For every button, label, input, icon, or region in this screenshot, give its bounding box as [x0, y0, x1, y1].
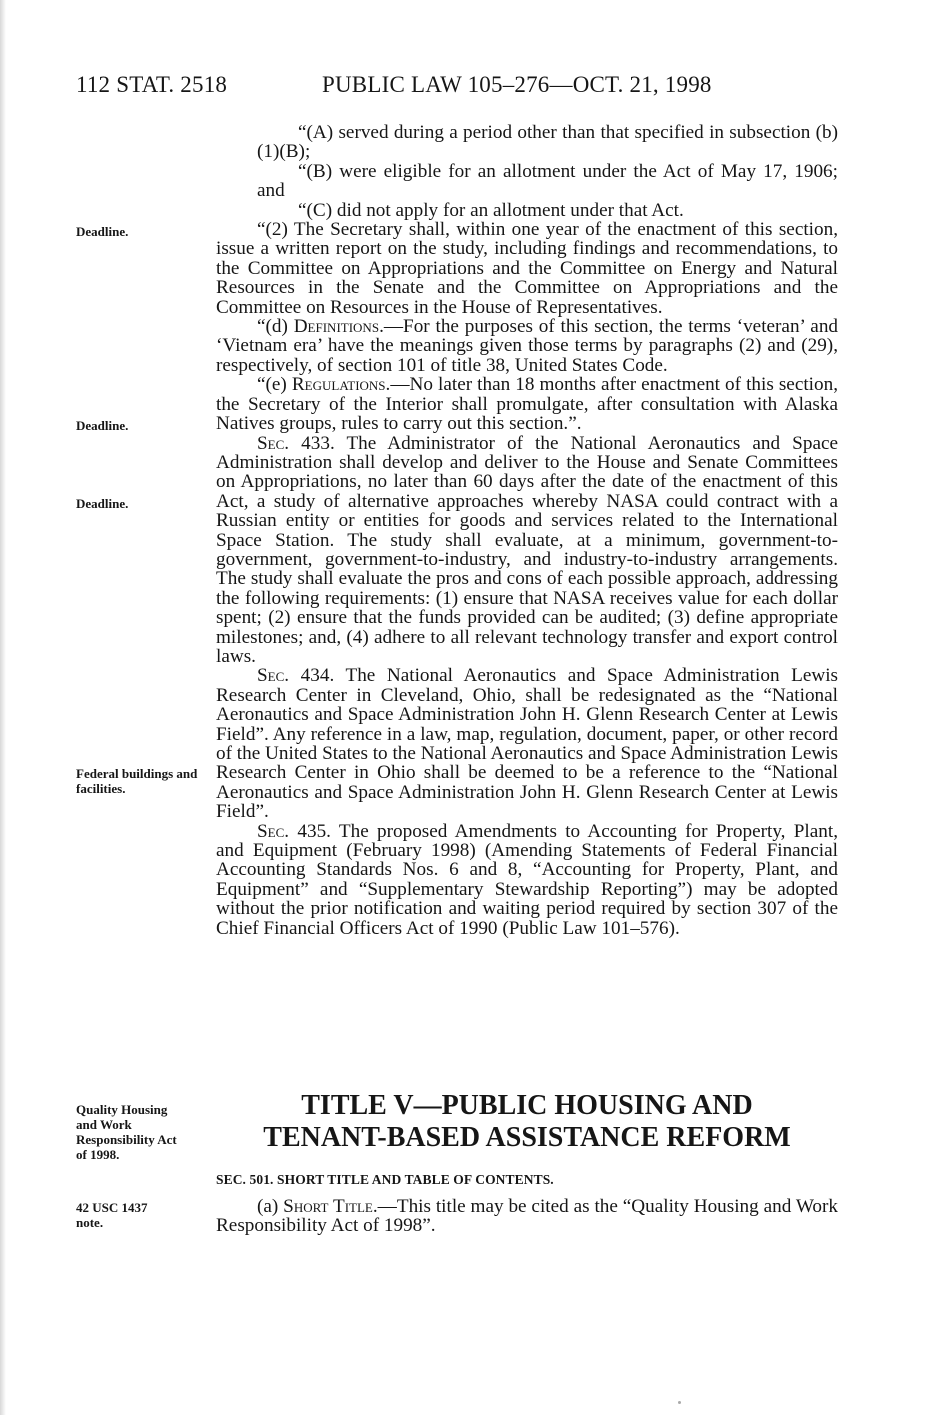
- section-434-label: Sec: [257, 665, 285, 687]
- section-434: [216, 666, 838, 821]
- subparagraph-list: [216, 123, 838, 220]
- margin-note-quality-housing: Quality Housing and Work Responsibility Act of 1998.: [76, 1102, 177, 1162]
- running-head: PUBLIC LAW 105–276—OCT. 21, 1998: [322, 72, 712, 97]
- section-435: [216, 822, 838, 938]
- regulations-paragraph: [216, 375, 838, 433]
- title-v-line-2: TENANT-BASED ASSISTANCE REFORM: [263, 1122, 791, 1153]
- statute-page-number: 112 STAT. 2518: [76, 72, 228, 97]
- short-title-text: .—This title may be cited as the “Quality Housing and Work Responsibility Act of 1998”.: [216, 1196, 838, 1237]
- regulations-label: Regulations: [291, 374, 386, 396]
- body-text: [216, 123, 838, 938]
- short-title-open: (a): [257, 1196, 284, 1217]
- margin-note-deadline-3: Deadline.: [76, 496, 129, 511]
- item-b: “(B) were eligible for an allotment under the Act of May 17, 1906; and: [257, 160, 838, 202]
- margin-note-deadline-1: Deadline.: [76, 224, 129, 239]
- section-434-text: . 434. The National Aeronautics and Space Administration Lewis Research Center in Cleveland, Ohio, shall be redesignated as the “National Aeronautics and Space Administration John H. Glenn Research Center at Lewis Field”. Any reference in a law, map, regulation, document, paper, or other record of the United States to the National Aeronautics and Space Administration Lewis Research Center in Ohio shall be deemed to be a reference to the “National Aeronautics and Space Administration John H. Glenn Research Center at Lewis Field”.: [216, 665, 838, 823]
- definitions-paragraph: [216, 317, 838, 375]
- item-a: “(A) served during a period other than that specified in subsection (b)(1)(B);: [257, 122, 838, 163]
- margin-note-usc: 42 USC 1437 note.: [76, 1200, 148, 1230]
- section-501-heading: SEC. 501. SHORT TITLE AND TABLE OF CONTENTS.: [216, 1172, 554, 1187]
- short-title-paragraph: [216, 1197, 838, 1236]
- title-v-line-1: TITLE V—PUBLIC HOUSING AND: [301, 1090, 753, 1121]
- short-title-label: Short Title: [283, 1196, 373, 1217]
- regulations-text: .—No later than 18 months after enactment of this section, the Secretary of the Interior shall promulgate, after consultation with Alaska Natives groups, rules to carry out this section.”.: [216, 374, 838, 435]
- section-433: [216, 434, 838, 667]
- page-edge: [0, 0, 6, 1415]
- item-c: “(C) did not apply for an allotment under that Act.: [298, 199, 684, 221]
- scan-speck: [678, 1401, 681, 1404]
- definitions-text: .—For the purposes of this section, the terms ‘veteran’ and ‘Vietnam era’ have the meanings given those terms by paragraphs (2) and (29), respectively, of section 101 of title 38, United States Code.: [216, 316, 839, 376]
- paragraph-2: “(2) The Secretary shall, within one year of the enactment of this section, issue a written report on the study, including findings and recommendations, to the Committee on Appropriations and the Committee on Energy and Natural Resources in the Senate and the Committee on Appropriations and the Committee on Resources in the House of Representatives.: [216, 219, 838, 318]
- definitions-label: Definitions: [293, 316, 380, 338]
- section-433-label: Sec: [257, 432, 285, 454]
- margin-note-deadline-2: Deadline.: [76, 418, 129, 433]
- regulations-open: “(e): [257, 374, 292, 396]
- title-v-heading: [216, 1090, 838, 1154]
- margin-note-federal-buildings: Federal buildings and facilities.: [76, 766, 198, 796]
- section-435-text: . 435. The proposed Amendments to Accounting for Property, Plant, and Equipment (February 1998) (Amending Statements of Federal Financial Accounting Standards Nos. 6 and 8, “Accounting for Property, Plant, and Equipment” and “Supplementary Stewardship Reporting”) may be adopted without the prior notification and waiting period required by section 307 of the Chief Financial Officers Act of 1990 (Public Law 101–576).: [216, 820, 838, 939]
- section-433-text: . 433. The Administrator of the National Aeronautics and Space Administration shall develop and deliver to the House and Senate Committees on Appropriations, no later than 60 days after the date of the enactment of this Act, a study of alternative approaches whereby NASA could contract with a Russian entity or entities for goods and services related to the International Space Station. The study shall evaluate, at a minimum, government-to-government, government-to-industry, and industry-to-industry arrangements. The study shall evaluate the pros and cons of each possible approach, addressing the following requirements: (1) ensure that NASA receives value for each dollar spent; (2) ensure that the funds provided can be audited; (3) define appropriate milestones; and, (4) adhere to all relevant technology transfer and export control laws.: [216, 432, 838, 667]
- definitions-open: “(d): [257, 316, 294, 338]
- section-435-label: Sec: [257, 820, 285, 842]
- section-501-body: [216, 1197, 838, 1236]
